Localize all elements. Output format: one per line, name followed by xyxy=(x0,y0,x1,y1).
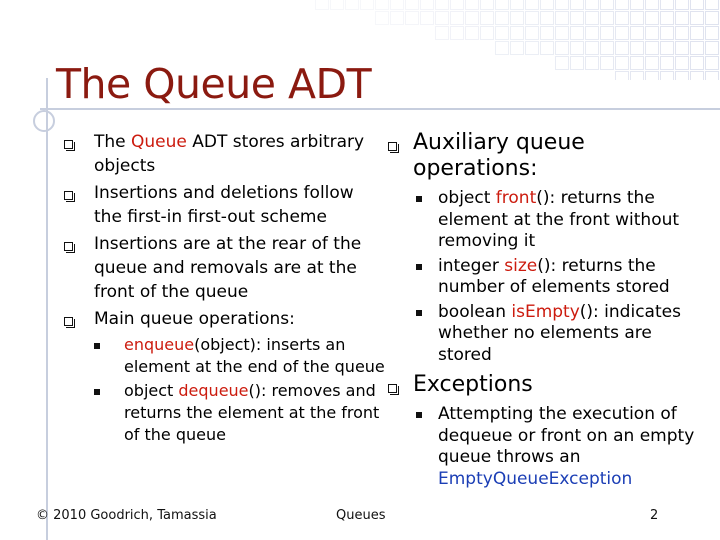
sub-empty-exception: Attempting the execution of dequeue or front on an empty queue throws an EmptyQueueException xyxy=(380,404,710,490)
grid-cell xyxy=(645,0,659,10)
grid-cell xyxy=(630,56,644,70)
grid-cell xyxy=(690,26,704,40)
right-column xyxy=(380,130,710,493)
sub-front: object front(): returns the element at the front without removing it xyxy=(380,188,710,253)
grid-cell xyxy=(420,11,434,25)
grid-cell xyxy=(660,11,674,25)
square-bullet-icon xyxy=(64,140,73,149)
grid-cell xyxy=(525,26,539,40)
grid-cell xyxy=(645,71,659,80)
bullet-main-ops: Main queue operations: xyxy=(70,307,385,331)
grid-cell xyxy=(480,0,494,10)
grid-cell xyxy=(540,0,554,10)
grid-cell xyxy=(705,11,719,25)
grid-cell xyxy=(615,11,629,25)
grid-cell xyxy=(345,0,359,10)
grid-cell xyxy=(615,56,629,70)
grid-cell xyxy=(450,0,464,10)
grid-cell xyxy=(555,11,569,25)
grid-cell xyxy=(465,26,479,40)
grid-cell xyxy=(555,26,569,40)
grid-cell xyxy=(630,11,644,25)
bullet-insertions: Insertions are at the rear of the queue and removals are at the front of the queue xyxy=(70,232,385,304)
grid-cell xyxy=(510,26,524,40)
term-size: size xyxy=(504,255,538,276)
grid-cell xyxy=(705,56,719,70)
grid-cell xyxy=(630,41,644,55)
grid-cell xyxy=(435,11,449,25)
grid-cell xyxy=(675,0,689,10)
grid-cell xyxy=(645,41,659,55)
grid-cell xyxy=(435,0,449,10)
crosshair-ornament xyxy=(33,110,55,132)
sub-dequeue: object dequeue(): removes and returns the element at the front of the queue xyxy=(70,380,385,446)
grid-cell xyxy=(450,11,464,25)
grid-cell xyxy=(540,41,554,55)
filled-square-bullet-icon xyxy=(94,389,100,395)
grid-cell xyxy=(600,56,614,70)
grid-cell xyxy=(375,0,389,10)
filled-square-bullet-icon xyxy=(416,310,422,316)
grid-cell xyxy=(540,11,554,25)
sub-size: integer size(): returns the number of elements stored xyxy=(380,256,710,299)
grid-cell xyxy=(660,71,674,80)
grid-cell xyxy=(465,11,479,25)
bullet-queue-stores: The Queue ADT stores arbitrary objects xyxy=(70,130,385,178)
grid-cell xyxy=(615,0,629,10)
grid-cell xyxy=(585,41,599,55)
grid-cell xyxy=(705,0,719,10)
square-bullet-icon xyxy=(64,191,73,200)
grid-cell xyxy=(495,0,509,10)
grid-cell xyxy=(675,56,689,70)
grid-cell xyxy=(570,26,584,40)
term-front: front xyxy=(495,188,537,208)
term-queue: Queue xyxy=(131,132,187,152)
grid-cell xyxy=(450,26,464,40)
grid-cell xyxy=(555,0,569,10)
grid-cell xyxy=(435,26,449,40)
filled-square-bullet-icon xyxy=(416,196,422,202)
filled-square-bullet-icon xyxy=(94,343,100,349)
grid-cell xyxy=(360,0,374,10)
grid-cell xyxy=(390,11,404,25)
grid-cell xyxy=(615,26,629,40)
page-number: 2 xyxy=(650,508,659,523)
title-underline xyxy=(40,108,720,110)
grid-cell xyxy=(645,56,659,70)
grid-cell xyxy=(690,56,704,70)
left-column xyxy=(70,130,385,448)
footer-copyright: © 2010 Goodrich, Tamassia xyxy=(36,508,217,523)
grid-cell xyxy=(570,11,584,25)
sub-enqueue: enqueue(object): inserts an element at the end of the queue xyxy=(70,334,385,378)
grid-cell xyxy=(690,0,704,10)
grid-cell xyxy=(705,26,719,40)
grid-cell xyxy=(690,71,704,80)
grid-cell xyxy=(585,11,599,25)
grid-cell xyxy=(660,41,674,55)
grid-cell xyxy=(510,11,524,25)
filled-square-bullet-icon xyxy=(416,264,422,270)
grid-cell xyxy=(660,26,674,40)
grid-cell xyxy=(660,56,674,70)
heading-auxiliary: Auxiliary queue operations: xyxy=(380,130,710,182)
grid-cell xyxy=(555,41,569,55)
grid-cell xyxy=(600,26,614,40)
grid-cell xyxy=(420,0,434,10)
left-rule xyxy=(46,78,48,540)
grid-cell xyxy=(705,71,719,80)
square-bullet-icon xyxy=(388,384,397,393)
grid-cell xyxy=(510,41,524,55)
grid-cell xyxy=(480,11,494,25)
grid-cell xyxy=(615,71,629,80)
grid-cell xyxy=(375,11,389,25)
square-bullet-icon xyxy=(64,242,73,251)
grid-cell xyxy=(525,11,539,25)
grid-cell xyxy=(630,71,644,80)
footer-topic: Queues xyxy=(336,508,386,523)
grid-cell xyxy=(390,0,404,10)
grid-cell xyxy=(585,26,599,40)
grid-cell xyxy=(690,41,704,55)
grid-cell xyxy=(510,0,524,10)
grid-cell xyxy=(585,56,599,70)
grid-cell xyxy=(675,71,689,80)
grid-cell xyxy=(585,0,599,10)
grid-cell xyxy=(705,41,719,55)
heading-exceptions: Exceptions xyxy=(380,372,710,398)
grid-cell xyxy=(405,0,419,10)
sub-isempty: boolean isEmpty(): indicates whether no elements are stored xyxy=(380,302,710,367)
grid-cell xyxy=(525,0,539,10)
grid-cell xyxy=(495,11,509,25)
grid-cell xyxy=(405,11,419,25)
grid-cell xyxy=(465,0,479,10)
grid-cell xyxy=(660,0,674,10)
term-enqueue: enqueue xyxy=(124,335,195,354)
grid-cell xyxy=(315,0,329,10)
square-bullet-icon xyxy=(64,317,73,326)
grid-cell xyxy=(555,56,569,70)
grid-cell xyxy=(645,26,659,40)
grid-cell xyxy=(600,0,614,10)
grid-cell xyxy=(540,26,554,40)
grid-cell xyxy=(630,0,644,10)
bullet-fifo: Insertions and deletions follow the first-in first-out scheme xyxy=(70,181,385,229)
grid-cell xyxy=(690,11,704,25)
square-bullet-icon xyxy=(388,142,397,151)
grid-cell xyxy=(570,0,584,10)
grid-cell xyxy=(600,11,614,25)
filled-square-bullet-icon xyxy=(416,412,422,418)
grid-cell xyxy=(630,26,644,40)
grid-cell xyxy=(675,26,689,40)
grid-cell xyxy=(525,41,539,55)
grid-cell xyxy=(645,11,659,25)
slide-title: The Queue ADT xyxy=(56,60,372,108)
grid-cell xyxy=(570,56,584,70)
term-empty-queue-exception: EmptyQueueException xyxy=(438,468,633,489)
grid-cell xyxy=(480,26,494,40)
grid-cell xyxy=(495,41,509,55)
term-dequeue: dequeue xyxy=(178,381,249,400)
grid-cell xyxy=(330,0,344,10)
grid-cell xyxy=(615,41,629,55)
grid-cell xyxy=(495,26,509,40)
term-isempty: isEmpty xyxy=(511,301,580,322)
grid-cell xyxy=(600,41,614,55)
grid-cell xyxy=(675,11,689,25)
grid-cell xyxy=(675,41,689,55)
grid-cell xyxy=(570,41,584,55)
